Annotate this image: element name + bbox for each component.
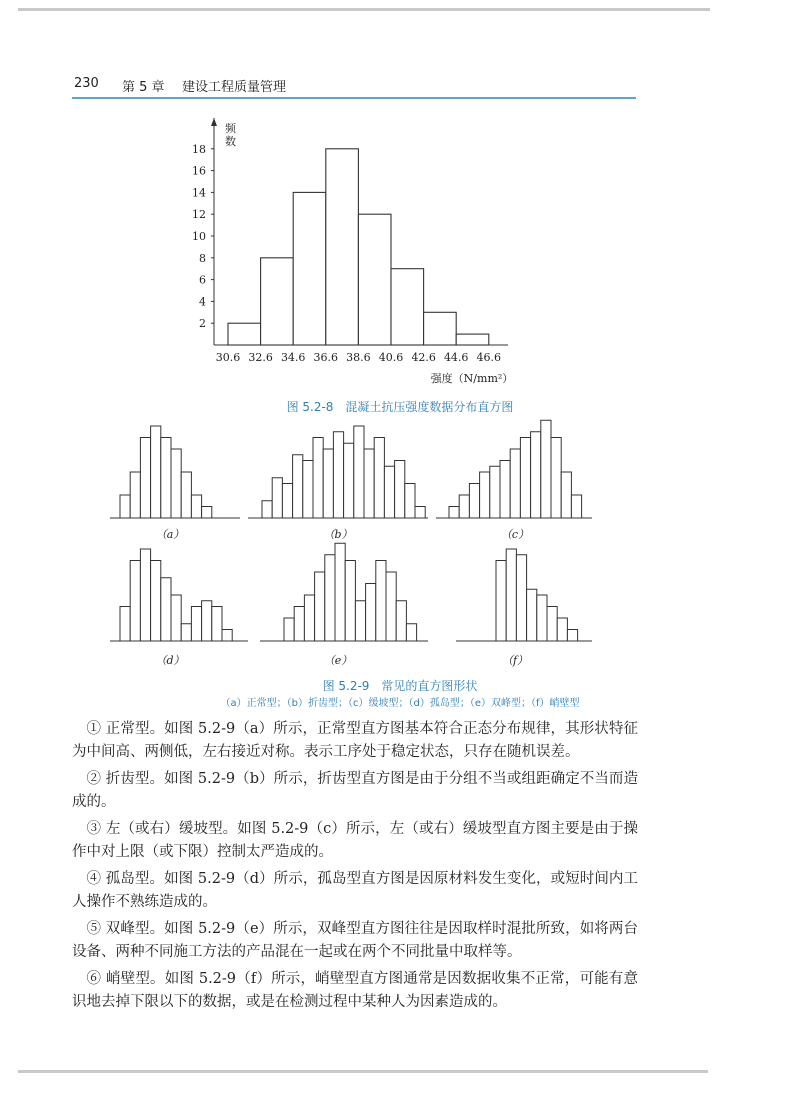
chapter-label: 第 5 章	[122, 80, 165, 95]
histogram-bar	[557, 618, 567, 641]
y-tick-label: 18	[192, 142, 206, 156]
y-axis-label: 数	[225, 135, 236, 148]
histogram-bar	[344, 443, 354, 518]
panel-label: （c）	[500, 528, 530, 541]
y-axis-label: 频	[225, 122, 236, 135]
histogram-bar	[527, 589, 537, 641]
paragraph: ④ 孤岛型。如图 5.2-9（d）所示，孤岛型直方图是因原材料发生变化，或短时间内工人操作不熟练造成的。	[72, 871, 638, 910]
histogram-bar	[469, 484, 479, 519]
histogram-bar	[294, 607, 304, 642]
histogram-bar	[510, 449, 520, 518]
histogram-bar	[537, 595, 547, 641]
histogram-bar	[374, 438, 384, 519]
histogram-bar	[161, 438, 171, 519]
histogram-bar	[384, 466, 394, 518]
histogram-bar	[386, 572, 396, 641]
histogram-bar	[303, 461, 313, 519]
histogram-bar	[181, 472, 191, 518]
histogram-bar	[547, 607, 557, 642]
histogram-bar	[531, 432, 541, 518]
histogram-bar	[551, 438, 561, 519]
paragraph: ⑥ 峭壁型。如图 5.2-9（f）所示，峭壁型直方图通常是因数据收集不正常，可能有意识地去掉下限以下的数据，或是在检测过程中某种人为因素造成的。	[72, 971, 638, 1010]
histogram-bar	[333, 432, 343, 518]
x-tick-label: 36.6	[313, 351, 339, 364]
histogram-bar	[354, 426, 364, 518]
y-tick-label: 8	[199, 251, 206, 265]
x-tick-label: 34.6	[280, 351, 306, 364]
histogram-bar	[120, 495, 130, 518]
histogram-bar	[262, 501, 272, 518]
histogram-bar	[140, 549, 150, 641]
x-tick-label: 44.6	[443, 351, 469, 364]
panel-label: （b）	[323, 528, 353, 541]
y-tick-label: 4	[199, 295, 206, 309]
histogram-bar	[345, 561, 355, 642]
x-tick-label: 32.6	[248, 351, 273, 364]
histogram-bar	[212, 607, 222, 642]
histogram-bar	[315, 572, 325, 641]
chapter-title: 建设工程质量管理	[182, 80, 287, 95]
x-axis-label: 强度（N/mm²）	[430, 372, 514, 385]
histogram-bar	[120, 607, 130, 642]
y-tick-label: 2	[199, 317, 206, 331]
histogram-bar	[323, 449, 333, 518]
histogram-bar	[171, 595, 181, 641]
x-tick-label: 42.6	[411, 351, 436, 364]
body-text	[72, 718, 638, 1018]
histogram-bar	[284, 618, 294, 641]
histogram-bar	[202, 507, 212, 519]
paragraph: ① 正常型。如图 5.2-9（a）所示，正常型直方图基本符合正态分布规律，其形状特征为中间高、两侧低，左右接近对称。表示工序处于稳定状态，只存在随机误差。	[72, 721, 638, 760]
y-tick-label: 12	[192, 208, 206, 222]
y-tick-label: 6	[199, 273, 206, 287]
histogram-bar	[506, 549, 516, 641]
histogram-bar	[571, 495, 581, 518]
histogram-bar	[516, 555, 526, 641]
histogram-bar	[405, 484, 415, 519]
histogram-bar	[130, 561, 140, 642]
histogram-bar	[335, 543, 345, 641]
paragraph: ② 折齿型。如图 5.2-9（b）所示，折齿型直方图是由于分组不当或组距确定不当而造成的。	[72, 771, 638, 810]
histogram-bar	[191, 495, 201, 518]
panel-label: （e）	[323, 654, 353, 667]
histogram-bar	[191, 607, 201, 642]
x-tick-label: 46.6	[476, 351, 502, 364]
histogram-bar	[202, 601, 212, 641]
y-tick-label: 14	[192, 186, 206, 200]
histogram-bar	[272, 478, 282, 518]
paragraph: ③ 左（或右）缓坡型。如图 5.2-9（c）所示，左（或右）缓坡型直方图主要是由于操作中对上限（或下限）控制太严造成的。	[72, 821, 638, 860]
histogram-bar	[364, 449, 374, 518]
histogram-bar	[496, 561, 506, 642]
histogram-bar	[406, 624, 416, 641]
x-tick-label: 38.6	[346, 351, 371, 364]
histogram-bar	[396, 601, 406, 641]
histogram-bar	[282, 484, 292, 519]
histogram-bar	[293, 455, 303, 518]
histogram-bar	[366, 584, 376, 642]
histogram-bar	[376, 561, 386, 642]
histogram-bar	[140, 438, 150, 519]
y-tick-label: 16	[192, 164, 206, 178]
x-tick-label: 30.6	[215, 351, 241, 364]
panel-label: （d）	[155, 654, 185, 667]
histogram-bar	[500, 461, 510, 519]
histogram-bar	[415, 507, 425, 519]
histogram-bar	[161, 578, 171, 641]
y-tick-label: 10	[192, 230, 206, 243]
histogram-bar	[355, 601, 365, 641]
histogram-bar	[480, 472, 490, 518]
histogram-bar	[181, 624, 191, 641]
figure-caption-5-2-8: 图 5.2-8 混凝土抗压强度数据分布直方图	[286, 400, 514, 414]
page-number: 230	[74, 76, 99, 91]
x-tick-label: 40.6	[378, 351, 404, 364]
histogram-bar	[325, 555, 335, 641]
histogram-bar	[130, 472, 140, 518]
histogram-bar	[222, 630, 232, 642]
histogram-bar	[561, 472, 571, 518]
panel-label: （a）	[155, 528, 185, 541]
histogram-bar	[304, 595, 314, 641]
histogram-bar	[151, 561, 161, 642]
histogram-bar	[313, 438, 323, 519]
histogram-bar	[520, 438, 530, 519]
histogram-bar	[395, 461, 405, 519]
histogram-bar	[567, 630, 577, 642]
figure-caption-5-2-9: 图 5.2-9 常见的直方图形状	[322, 679, 478, 693]
histogram-bar	[459, 495, 469, 518]
histogram-bar	[151, 426, 161, 518]
histogram-bar	[541, 420, 551, 518]
figure-subcaption-5-2-9: （a）正常型；（b）折齿型；（c）缓坡型；（d）孤岛型；（e）双峰型；（f）峭壁型	[220, 698, 580, 709]
histogram-bar	[490, 466, 500, 518]
histogram-bar	[449, 507, 459, 519]
paragraph: ⑤ 双峰型。如图 5.2-9（e）所示，双峰型直方图往往是因取样时混批所致，如将两台设备、两种不同施工方法的产品混在一起或在两个不同批量中取样等。	[72, 921, 638, 960]
scan-bottom-edge	[18, 1070, 708, 1073]
panel-label: （f）	[501, 654, 529, 667]
histogram-bar	[171, 449, 181, 518]
